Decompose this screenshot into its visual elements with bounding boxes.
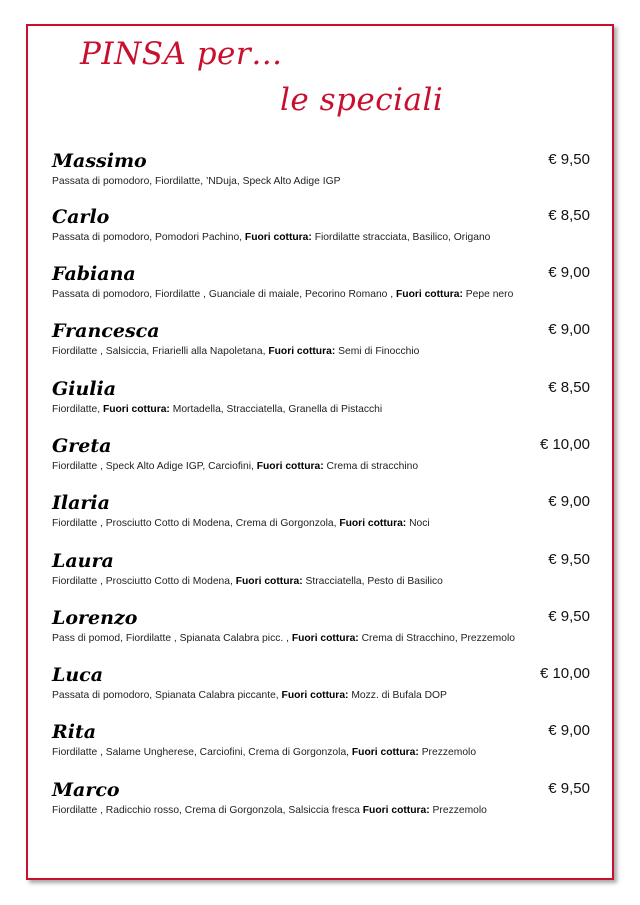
item-price: € 10,00 (539, 436, 590, 453)
menu-item-greta (50, 435, 590, 485)
item-name: Francesca (52, 320, 160, 342)
item-ingredients: Fiordilatte , Prosciutto Cotto di Modena, (52, 576, 236, 587)
item-name: Rita (52, 721, 97, 743)
item-price: € 9,00 (548, 321, 590, 338)
item-cooking-toppings: Prezzemolo (418, 747, 477, 758)
cooking-label: Fuori cottura: (256, 461, 324, 472)
item-description (52, 289, 592, 300)
menu-item-luca (50, 664, 590, 714)
item-cooking-toppings: Noci (406, 518, 430, 529)
menu-item-massimo (50, 150, 590, 200)
item-description (52, 633, 592, 644)
item-cooking-toppings: Mortadella, Stracciatella, Granella di Pistacchi (169, 404, 383, 415)
item-price: € 9,00 (548, 722, 590, 739)
item-name: Giulia (52, 378, 117, 400)
item-name: Laura (52, 550, 114, 572)
item-description (52, 805, 592, 816)
menu-item-giulia (50, 378, 590, 428)
menu-item-fabiana (50, 263, 590, 313)
item-price: € 9,00 (548, 264, 590, 281)
item-cooking-toppings: Stracciatella, Pesto di Basilico (302, 576, 443, 587)
item-cooking-toppings: Semi di Finocchio (335, 346, 420, 357)
cooking-label: Fuori cottura: (235, 576, 303, 587)
item-ingredients: Passata di pomodoro, Fiordilatte, ’NDuja, Speck Alto Adige IGP (52, 176, 341, 187)
item-name: Lorenzo (52, 607, 138, 629)
item-description (52, 176, 592, 187)
menu-item-carlo (50, 206, 590, 256)
item-price: € 9,50 (548, 780, 590, 797)
item-ingredients: Fiordilatte , Salsiccia, Friarielli alla Napoletana, (52, 346, 269, 357)
cooking-label: Fuori cottura: (281, 690, 349, 701)
cooking-label: Fuori cottura: (244, 232, 312, 243)
item-name: Ilaria (52, 492, 110, 514)
item-description (52, 518, 592, 529)
cooking-label: Fuori cottura: (351, 747, 419, 758)
item-price: € 8,50 (548, 207, 590, 224)
item-price: € 9,50 (548, 608, 590, 625)
cooking-label: Fuori cottura: (291, 633, 359, 644)
item-price: € 8,50 (548, 379, 590, 396)
item-ingredients: Passata di pomodoro, Spianata Calabra piccante, (52, 690, 282, 701)
item-name: Carlo (52, 206, 110, 228)
item-ingredients: Fiordilatte , Radicchio rosso, Crema di Gorgonzola, Salsiccia fresca (52, 805, 363, 816)
menu-item-marco (50, 779, 590, 829)
item-name: Massimo (52, 150, 147, 172)
menu-item-lorenzo (50, 607, 590, 657)
item-name: Fabiana (52, 263, 136, 285)
item-cooking-toppings: Pepe nero (462, 289, 514, 300)
item-cooking-toppings: Mozz. di Bufala DOP (348, 690, 447, 701)
item-price: € 9,50 (548, 151, 590, 168)
cooking-label: Fuori cottura: (339, 518, 407, 529)
menu-item-francesca (50, 320, 590, 370)
item-price: € 10,00 (539, 665, 590, 682)
item-cooking-toppings: Crema di stracchino (323, 461, 419, 472)
item-name: Greta (52, 435, 112, 457)
item-name: Marco (52, 779, 120, 801)
item-description (52, 232, 592, 243)
item-ingredients: Passata di pomodoro, Pomodori Pachino, (52, 232, 245, 243)
item-description (52, 461, 592, 472)
item-ingredients: Fiordilatte, (52, 404, 103, 415)
item-description (52, 404, 592, 415)
menu-title: PINSA per… (80, 36, 283, 72)
item-cooking-toppings: Prezzemolo (429, 805, 487, 816)
item-price: € 9,00 (548, 493, 590, 510)
item-price: € 9,50 (548, 551, 590, 568)
item-cooking-toppings: Crema di Stracchino, Prezzemolo (358, 633, 515, 644)
cooking-label: Fuori cottura: (268, 346, 336, 357)
item-ingredients: Fiordilatte , Salame Ungherese, Carciofini, Crema di Gorgonzola, (52, 747, 352, 758)
item-description (52, 576, 592, 587)
item-description (52, 747, 592, 758)
item-description (52, 690, 592, 701)
menu-item-laura (50, 550, 590, 600)
item-cooking-toppings: Fiordilatte stracciata, Basilico, Origano (311, 232, 491, 243)
item-description (52, 346, 592, 357)
item-name: Luca (52, 664, 104, 686)
item-ingredients: Fiordilatte , Speck Alto Adige IGP, Carciofini, (52, 461, 257, 472)
menu-item-ilaria (50, 492, 590, 542)
cooking-label: Fuori cottura: (362, 805, 430, 816)
cooking-label: Fuori cottura: (395, 289, 463, 300)
item-ingredients: Passata di pomodoro, Fiordilatte , Guanciale di maiale, Pecorino Romano , (52, 289, 396, 300)
item-ingredients: Fiordilatte , Prosciutto Cotto di Modena, Crema di Gorgonzola, (52, 518, 340, 529)
menu-item-rita (50, 721, 590, 771)
menu-subtitle: le speciali (280, 82, 444, 118)
item-ingredients: Pass di pomod, Fiordilatte , Spianata Calabra picc. , (52, 633, 292, 644)
cooking-label: Fuori cottura: (102, 404, 170, 415)
